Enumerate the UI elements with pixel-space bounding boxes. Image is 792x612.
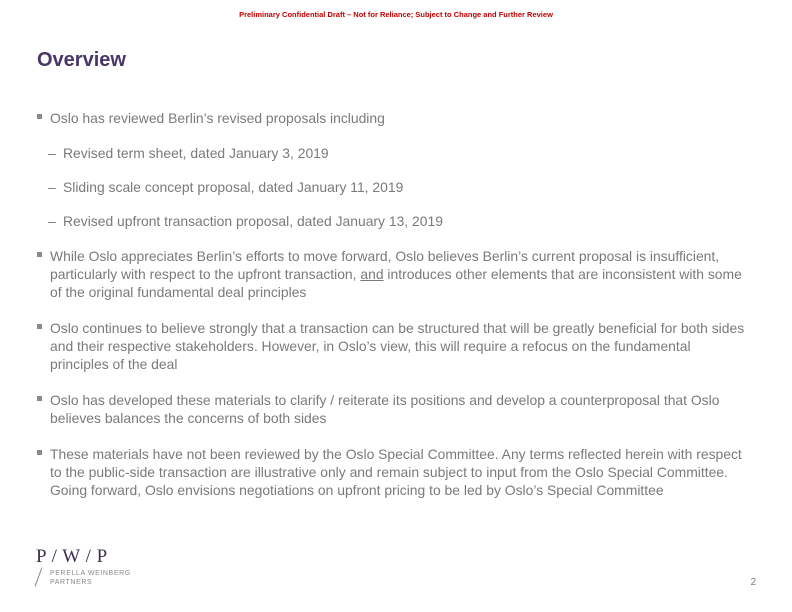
dash-marker: – (48, 213, 56, 229)
bullet-marker (37, 324, 42, 329)
confidential-banner: Preliminary Confidential Draft – Not for Reliance; Subject to Change and Further Review (239, 10, 553, 19)
bullet-text: Oslo continues to believe strongly that a transaction can be structured that will be greatly beneficial for both sides and their respective stakeholders. However, in Oslo’s view, this will require a refocus on the fundamental principles of the deal (50, 320, 745, 372)
underlined-word: and (360, 266, 384, 282)
bullet-text-part: While Oslo appreciates Berlin’s efforts to move forward, Oslo believes Berlin’s current proposal is insufficient, particularly with respect to the upfront transaction, (50, 248, 720, 282)
bullet-text: Oslo has developed these materials to clarify / reiterate its positions and develop a counterproposal that Oslo believes balances the concerns of both sides (50, 392, 720, 426)
sub-bullet-text: Revised upfront transaction proposal, dated January 13, 2019 (63, 213, 443, 229)
bullet-marker (37, 396, 42, 401)
bullet-marker (37, 114, 42, 119)
dash-marker: – (48, 179, 56, 195)
page-title: Overview (37, 49, 126, 71)
pwp-logo-text (50, 569, 131, 587)
bullet-text: These materials have not been reviewed by the Oslo Special Committee. Any terms reflected herein with respect to the public-side transaction are illustrative only and remain subject to input from the Oslo Special Committee. Going forward, Oslo envisions negotiations on upfront pricing to be led by Oslo’s Special Committee (50, 446, 742, 498)
logo-line-2: PARTNERS (50, 579, 93, 586)
logo-line-1: PERELLA WEINBERG (50, 570, 131, 577)
bullet-text (50, 247, 750, 301)
page-number: 2 (750, 577, 756, 588)
bullet-marker (37, 450, 42, 455)
sub-bullet-text: Sliding scale concept proposal, dated January 11, 2019 (63, 179, 404, 195)
dash-marker: – (48, 145, 56, 161)
sub-bullet-text: Revised term sheet, dated January 3, 2019 (63, 145, 329, 161)
logo-slash-icon (35, 567, 43, 586)
bullet-marker (37, 252, 42, 257)
bullet-text-part: introduces other elements that are inconsistent with some of the original fundamental deal principles (50, 266, 742, 300)
pwp-logo-mark: P / W / P (36, 546, 108, 567)
bullet-text: Oslo has reviewed Berlin’s revised proposals including (50, 110, 385, 126)
